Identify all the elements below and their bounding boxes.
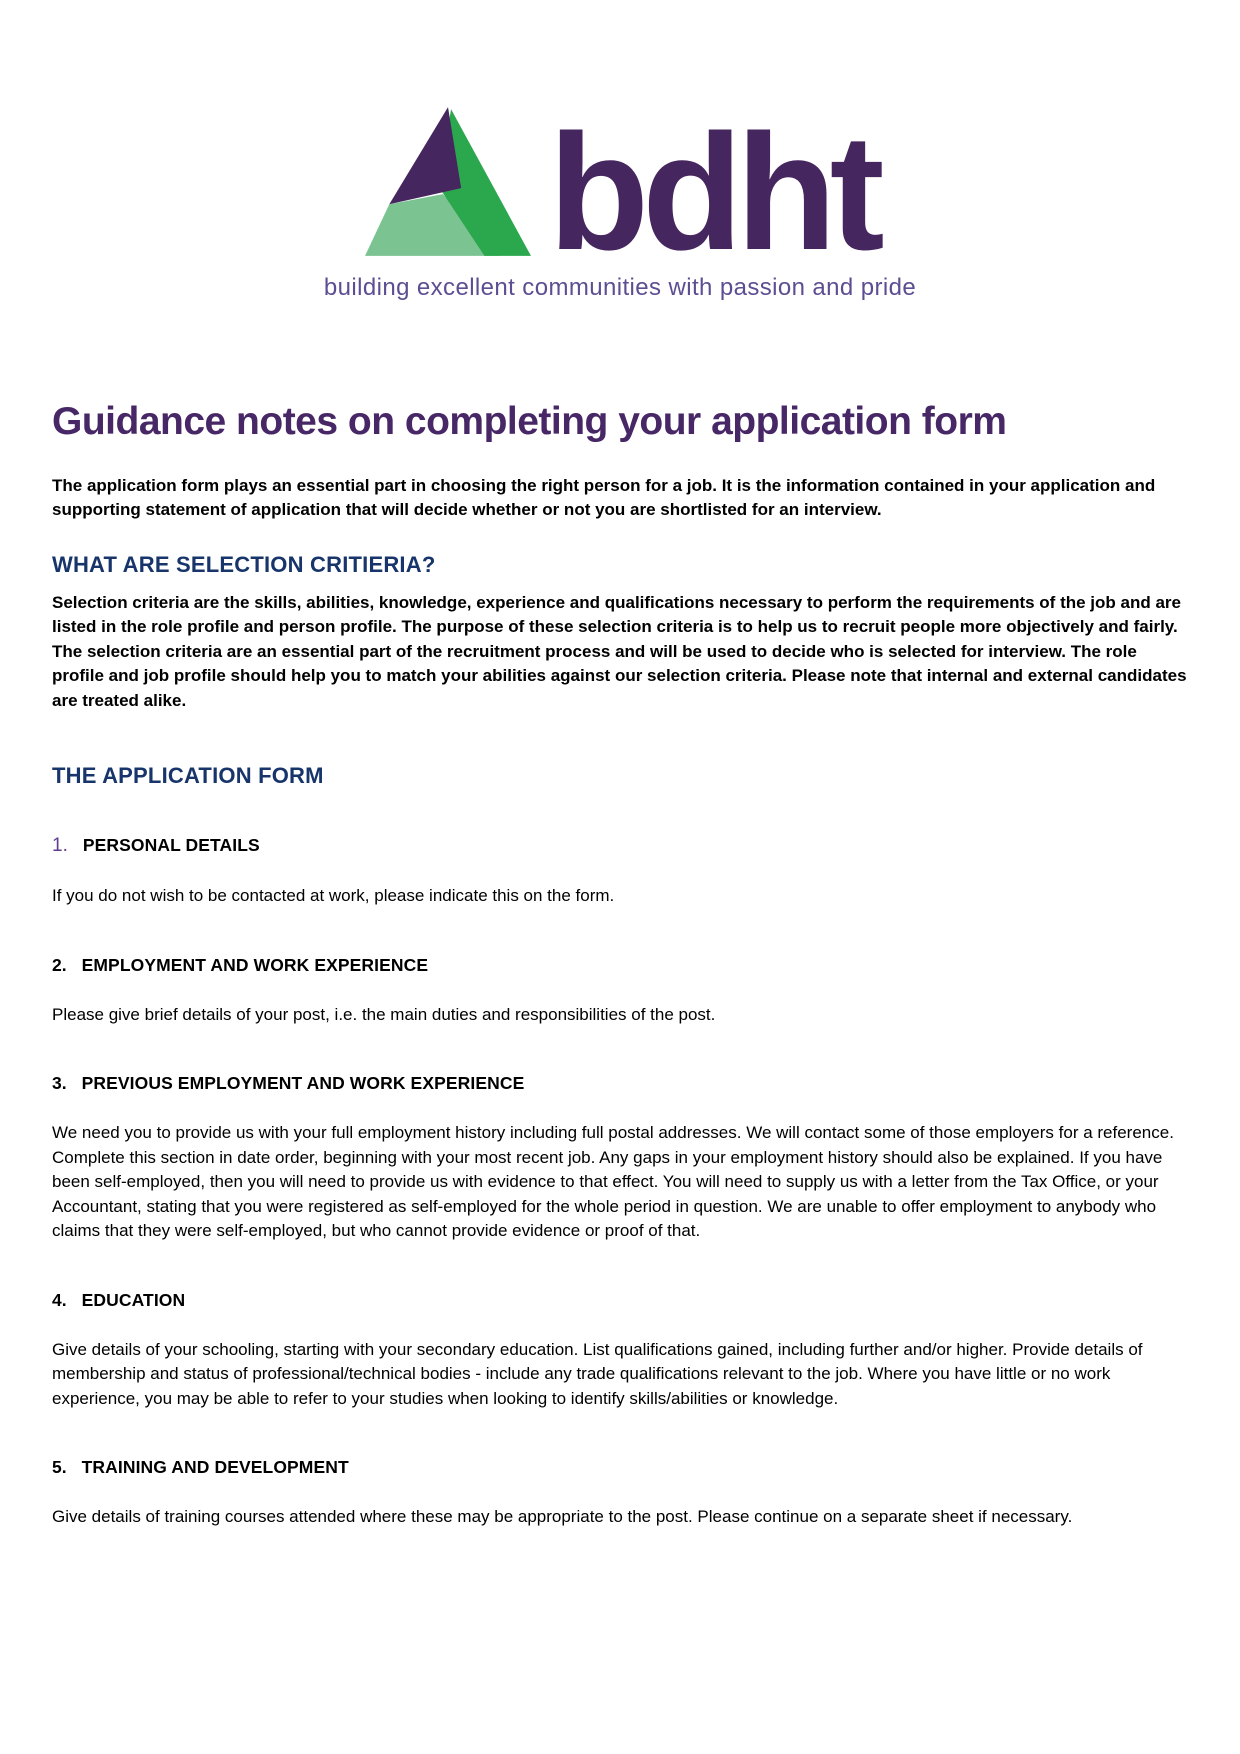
section-body: Please give brief details of your post, i.e. the main duties and responsibilities of the post. xyxy=(52,1004,716,1024)
section-title: TRAINING AND DEVELOPMENT xyxy=(81,1456,349,1477)
section-title: PERSONAL DETAILS xyxy=(82,835,260,856)
section-heading xyxy=(52,1290,1188,1311)
section-number: 3. xyxy=(52,1073,67,1094)
section-education xyxy=(52,1290,1188,1411)
section-number: 5. xyxy=(52,1456,67,1477)
section-employment xyxy=(52,955,1188,1027)
section-body: We need you to provide us with your full employment history including full postal addresses. We will contact some of those employers for a reference. Complete this section in date order, beginning with your most recent job. Any gaps in your employment history should also be explained. If you have been self-employed, then you will need to provide us with evidence to that effect. You will need to supply us with a letter from the Tax Office, or your Accountant, stating that you were registered as self-employed for the whole period in question. We are unable to offer employment to anybody who claims that they were self-employed, but who cannot provide evidence or proof of that. xyxy=(52,1123,1174,1241)
section-personal-details xyxy=(52,835,1188,908)
logo-row xyxy=(362,100,878,284)
section-heading xyxy=(52,835,1188,857)
section-body: If you do not wish to be contacted at work, please indicate this on the form. xyxy=(52,886,615,906)
bdht-logo xyxy=(52,100,1188,302)
selection-criteria-heading: WHAT ARE SELECTION CRITIERIA? xyxy=(52,551,436,577)
section-number: 1. xyxy=(52,835,68,857)
section-title: PREVIOUS EMPLOYMENT AND WORK EXPERIENCE xyxy=(81,1073,525,1094)
section-title: EDUCATION xyxy=(81,1289,186,1310)
intro-paragraph: The application form plays an essential part in choosing the right person for a job. It is the information contained in your application and supporting statement of application that will decide whether or not you are shortlisted for an interview. xyxy=(52,476,1156,520)
section-previous-employment xyxy=(52,1073,1188,1243)
brand-wordmark: bdht xyxy=(548,100,878,284)
section-heading xyxy=(52,955,1188,976)
section-number: 4. xyxy=(52,1289,67,1310)
bdht-logo-triangle-icon xyxy=(362,106,534,258)
section-training-development xyxy=(52,1457,1188,1529)
selection-criteria-paragraph: Selection criteria are the skills, abilities, knowledge, experience and qualifications necessary to perform the requirements of the job and are listed in the role profile and person profile. The purpose of these selection criteria is to help us to recruit people more objectively and fairly. The selection criteria are an essential part of the recruitment process and will be used to decide who is selected for interview. The role profile and job profile should help you to match your abilities against our selection criteria. Please note that internal and external candidates are treated alike. xyxy=(52,592,1187,710)
brand-tagline: building excellent communities with passion and pride xyxy=(323,274,917,301)
section-body: Give details of your schooling, starting with your secondary education. List qualifications gained, including further and/or higher. Provide details of membership and status of professional/technical bodies - include any trade qualifications relevant to the job. Where you have little or no work experience, you may be able to refer to your studies when looking to identify skills/abilities or knowledge. xyxy=(52,1339,1143,1408)
section-heading xyxy=(52,1073,1188,1094)
section-number: 2. xyxy=(52,954,67,975)
page-title: Guidance notes on completing your application form xyxy=(52,400,1007,443)
application-form-heading: THE APPLICATION FORM xyxy=(52,763,324,789)
section-heading xyxy=(52,1457,1188,1478)
section-body: Give details of training courses attended where these may be appropriate to the post. Please continue on a separate sheet if necessary. xyxy=(52,1506,1073,1526)
section-title: EMPLOYMENT AND WORK EXPERIENCE xyxy=(81,954,429,975)
